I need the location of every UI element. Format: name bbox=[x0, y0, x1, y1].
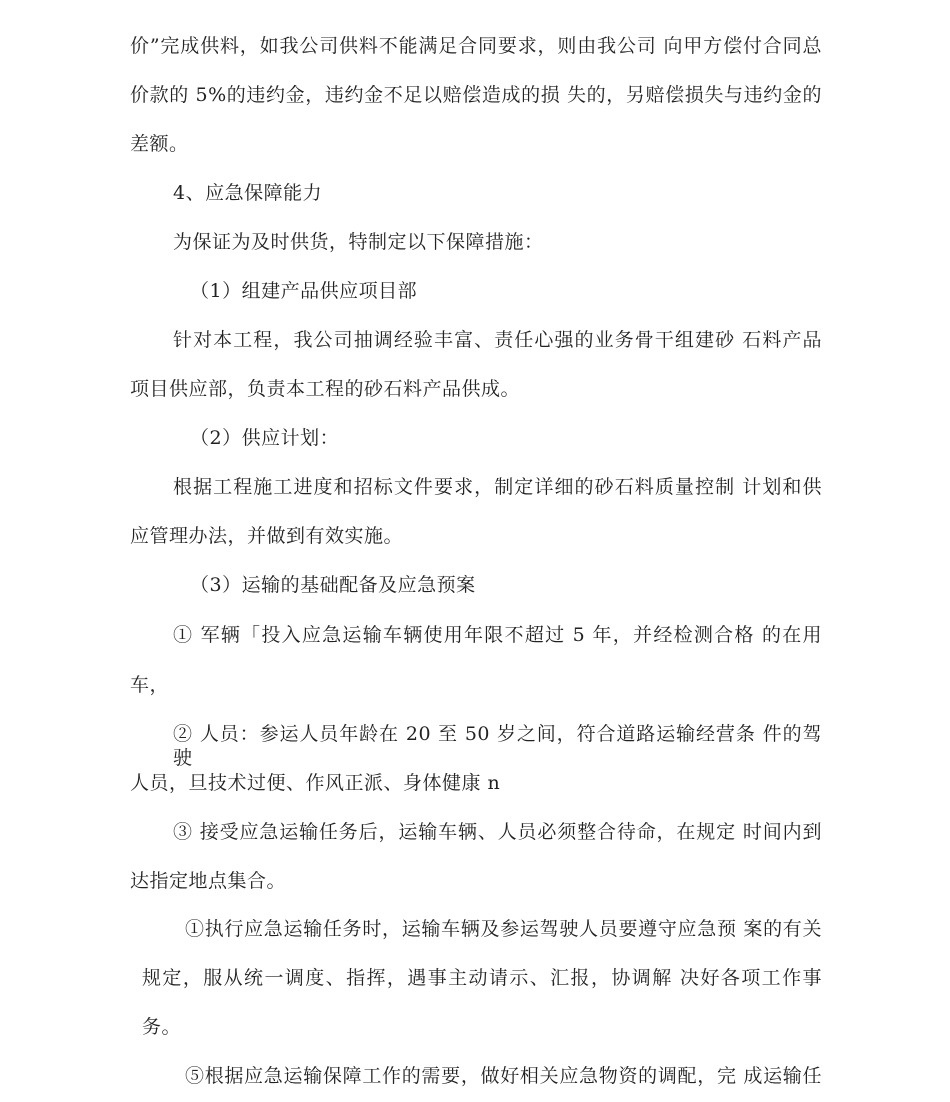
paragraph-line: 价款的 5%的违约金，违约金不足以赔偿造成的损 失的，另赔偿损失与违约金的 bbox=[130, 84, 822, 106]
subsection-heading: （1）组建产品供应项目部 bbox=[190, 280, 418, 302]
paragraph-line: 应管理办法，并做到有效实施。 bbox=[130, 525, 404, 547]
paragraph-line: 规定，服从统一调度、指挥，遇事主动请示、汇报，协调解 决好各项工作事 bbox=[142, 967, 822, 989]
paragraph-line: ⑤根据应急运输保障工作的需要，做好相关应急物资的调配，完 成运输任 bbox=[185, 1065, 822, 1087]
subsection-heading: （3）运输的基础配备及应急预案 bbox=[190, 574, 476, 596]
section-heading: 4、应急保障能力 bbox=[173, 182, 323, 204]
paragraph-line: 人员，旦技术过便、作风正派、身体健康 n bbox=[130, 772, 501, 794]
paragraph-line: 务。 bbox=[142, 1016, 182, 1038]
paragraph-line: 项目供应部，负责本工程的砂石料产品供成。 bbox=[130, 378, 521, 400]
paragraph-line: 价”完成供料，如我公司供料不能满足合同要求，则由我公司 向甲方偿付合同总 bbox=[130, 35, 822, 57]
paragraph-line: 差额。 bbox=[130, 133, 189, 155]
paragraph-line: 针对本工程，我公司抽调经验丰富、责任心强的业务骨干组建砂 石料产品 bbox=[173, 329, 822, 351]
paragraph-line: 达指定地点集合。 bbox=[130, 870, 287, 892]
paragraph-line: 根据工程施工进度和招标文件要求，制定详细的砂石料质量控制 计划和供 bbox=[173, 476, 822, 498]
paragraph-line: ② 人员：参运人员年龄在 20 至 50 岁之间，符合道路运输经营条 件的驾驶 bbox=[173, 723, 822, 769]
paragraph-line: ① 军辆「投入应急运输车辆使用年限不超过 5 年，并经检测合格 的在用 bbox=[173, 624, 822, 646]
paragraph-line: 车， bbox=[130, 674, 170, 696]
subsection-heading: （2）供应计划： bbox=[190, 427, 340, 449]
paragraph-line: 为保证为及时供货，特制定以下保障措施： bbox=[173, 231, 544, 253]
paragraph-line: ①执行应急运输任务时，运输车辆及参运驾驶人员要遵守应急预 案的有关 bbox=[185, 918, 822, 940]
paragraph-line: ③ 接受应急运输任务后，运输车辆、人员必须整合待命，在规定 时间内到 bbox=[173, 821, 822, 843]
